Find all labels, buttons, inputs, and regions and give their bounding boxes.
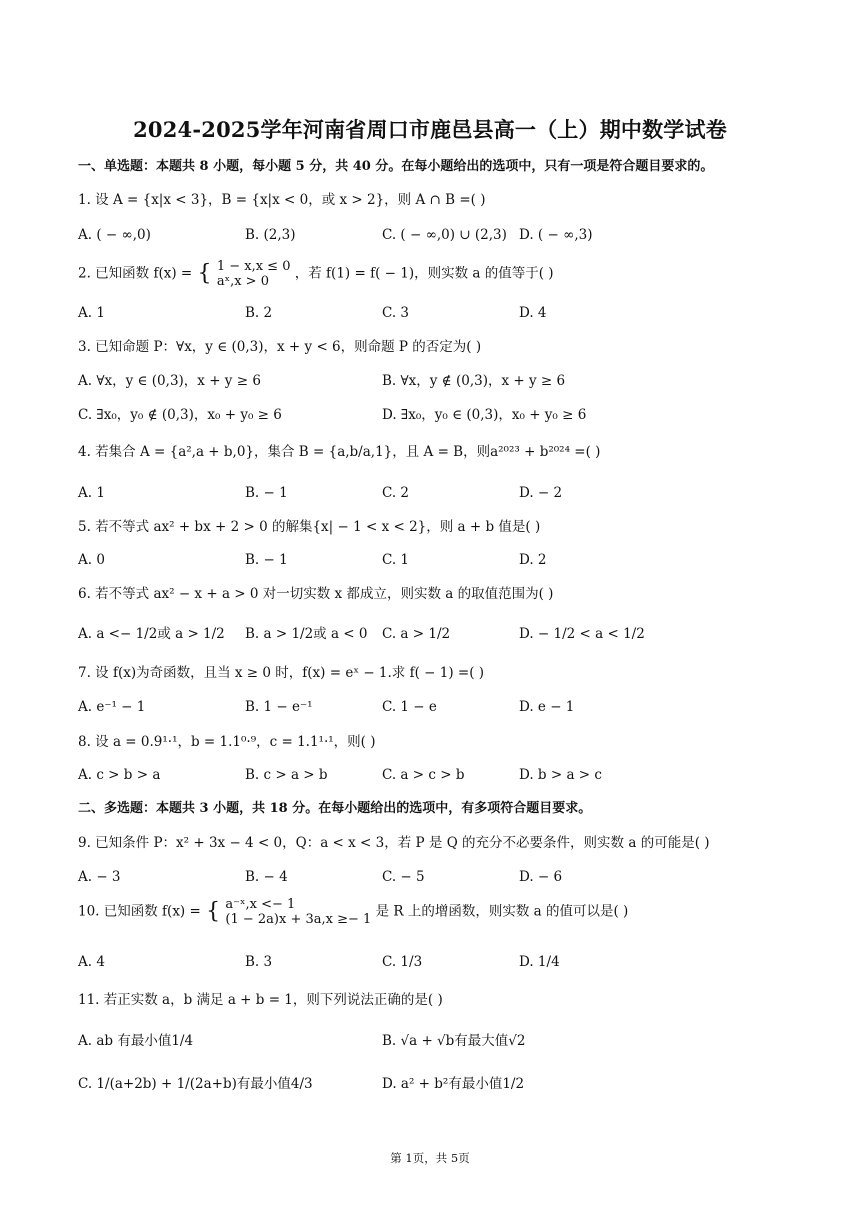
option-c: C. 3 <box>382 305 410 321</box>
question-9-stem: 9. 已知条件 P：x² + 3x − 4 < 0，Q：a < x < 3，若 P 是 Q 的充分不必要条件，则实数 a 的可能是( ) <box>78 835 710 851</box>
option-a: A. ab 有最小值1/4 <box>78 1033 194 1049</box>
question-1-stem: 1. 设 A = {x|x < 3}，B = {x|x < 0，或 x > 2}，则 A ∩ B =( ) <box>78 192 486 208</box>
question-7-stem: 7. 设 f(x)为奇函数，且当 x ≥ 0 时，f(x) = eˣ − 1.求 f( − 1) =( ) <box>78 665 485 681</box>
question-6-options <box>78 625 778 643</box>
option-a: A. 0 <box>78 552 105 568</box>
option-c: C. a > c > b <box>382 767 465 783</box>
question-11-options-row1 <box>78 1032 778 1050</box>
piecewise-cases <box>225 897 371 927</box>
option-d: D. ∃x₀，y₀ ∈ (0,3)，x₀ + y₀ ≥ 6 <box>382 407 587 423</box>
option-d: D. − 2 <box>519 485 563 501</box>
option-a: A. 4 <box>78 954 105 970</box>
question-9-options <box>78 868 778 886</box>
question-1-options <box>78 226 778 244</box>
question-2-stem-pre: 2. 已知函数 f(x) = <box>78 265 193 282</box>
option-d: D. 4 <box>519 305 547 321</box>
question-5-stem: 5. 若不等式 ax² + bx + 2 > 0 的解集{x| − 1 < x < 2}，则 a + b 值是( ) <box>78 519 541 535</box>
option-d: D. ( − ∞,3) <box>519 227 593 243</box>
option-c: C. 1/3 <box>382 954 423 970</box>
option-b: B. − 1 <box>245 485 288 501</box>
question-4-options <box>78 484 778 502</box>
question-2-options <box>78 304 778 322</box>
option-c: C. 2 <box>382 485 410 501</box>
option-a: A. − 3 <box>78 869 121 885</box>
question-2-stem <box>78 259 554 289</box>
case-1: a⁻ˣ,x <− 1 <box>225 897 296 912</box>
question-3-options-row2 <box>78 406 778 424</box>
option-d: D. e − 1 <box>519 699 575 715</box>
option-a: A. e⁻¹ − 1 <box>78 699 146 715</box>
option-a: A. 1 <box>78 485 105 501</box>
brace-glyph: { <box>206 899 221 924</box>
case-2: aˣ,x > 0 <box>216 274 269 289</box>
piecewise-cases <box>217 259 291 289</box>
case-1: 1 − x,x ≤ 0 <box>216 259 291 274</box>
option-c: C. a > 1/2 <box>382 626 451 642</box>
option-d: D. − 6 <box>519 869 563 885</box>
option-a: A. a <− 1/2或 a > 1/2 <box>78 626 225 642</box>
option-d: D. a² + b²有最小值1/2 <box>382 1076 525 1092</box>
question-11-stem: 11. 若正实数 a，b 满足 a + b = 1，则下列说法正确的是( ) <box>78 992 443 1008</box>
question-8-options <box>78 766 778 784</box>
section-single-choice-header: 一、单选题：本题共 8 小题，每小题 5 分，共 40 分。在每小题给出的选项中，只有一项是符合题目要求的。 <box>78 159 714 174</box>
question-11-options-row2 <box>78 1075 778 1093</box>
option-b: B. 3 <box>245 954 273 970</box>
section-multiple-choice-header: 二、多选题：本题共 3 小题，共 18 分。在每小题给出的选项中，有多项符合题目要求。 <box>78 801 592 816</box>
question-3-options-row1 <box>78 372 778 390</box>
question-7-options <box>78 698 778 716</box>
option-d: D. b > a > c <box>519 767 602 783</box>
exam-title: 2024-2025学年河南省周口市鹿邑县高一（上）期中数学试卷 <box>133 117 727 142</box>
option-d: D. 1/4 <box>519 954 560 970</box>
option-b: B. (2,3) <box>245 227 296 243</box>
question-3-stem: 3. 已知命题 P：∀x，y ∈ (0,3)，x + y < 6，则命题 P 的否定为( ) <box>78 339 482 355</box>
question-8-stem: 8. 设 a = 0.9¹·¹，b = 1.1⁰·⁹，c = 1.1¹·¹，则( ) <box>78 734 376 750</box>
option-b: B. c > a > b <box>245 767 328 783</box>
case-2: (1 − 2a)x + 3a,x ≥− 1 <box>225 912 372 927</box>
option-b: B. 2 <box>245 305 273 321</box>
option-b: B. − 4 <box>245 869 288 885</box>
question-10-stem-post: 是 R 上的增函数，则实数 a 的值可以是( ) <box>375 903 629 920</box>
option-d: D. 2 <box>519 552 547 568</box>
question-2-stem-post: ，若 f(1) = f( − 1)，则实数 a 的值等于( ) <box>294 265 554 282</box>
option-a: A. 1 <box>78 305 105 321</box>
option-b: B. 1 − e⁻¹ <box>245 699 313 715</box>
option-c: C. 1 − e <box>382 699 437 715</box>
option-a: A. ( − ∞,0) <box>78 227 151 243</box>
question-4-stem: 4. 若集合 A = {a²,a + b,0}，集合 B = {a,b/a,1}，且 A = B，则a²⁰²³ + b²⁰²⁴ =( ) <box>78 444 601 460</box>
option-b: B. ∀x，y ∉ (0,3)，x + y ≥ 6 <box>382 373 566 389</box>
option-b: B. √a + √b有最大值√2 <box>382 1033 526 1049</box>
option-b: B. a > 1/2或 a < 0 <box>245 626 368 642</box>
option-b: B. − 1 <box>245 552 288 568</box>
option-c: C. 1/(a+2b) + 1/(2a+b)有最小值4/3 <box>78 1076 313 1092</box>
question-10-stem <box>78 897 628 927</box>
option-a: A. c > b > a <box>78 767 161 783</box>
question-5-options <box>78 551 778 569</box>
option-d: D. − 1/2 < a < 1/2 <box>519 626 645 642</box>
option-a: A. ∀x，y ∈ (0,3)，x + y ≥ 6 <box>78 373 261 389</box>
question-10-stem-pre: 10. 已知函数 f(x) = <box>78 903 201 920</box>
option-c: C. 1 <box>382 552 410 568</box>
brace-glyph: { <box>197 261 212 286</box>
question-10-options <box>78 953 778 971</box>
option-c: C. ∃x₀，y₀ ∉ (0,3)，x₀ + y₀ ≥ 6 <box>78 407 282 423</box>
option-c: C. ( − ∞,0) ∪ (2,3) <box>382 227 507 243</box>
page-footer: 第 1页，共 5页 <box>390 1151 470 1165</box>
question-6-stem: 6. 若不等式 ax² − x + a > 0 对一切实数 x 都成立，则实数 a 的取值范围为( ) <box>78 586 554 602</box>
option-c: C. − 5 <box>382 869 425 885</box>
